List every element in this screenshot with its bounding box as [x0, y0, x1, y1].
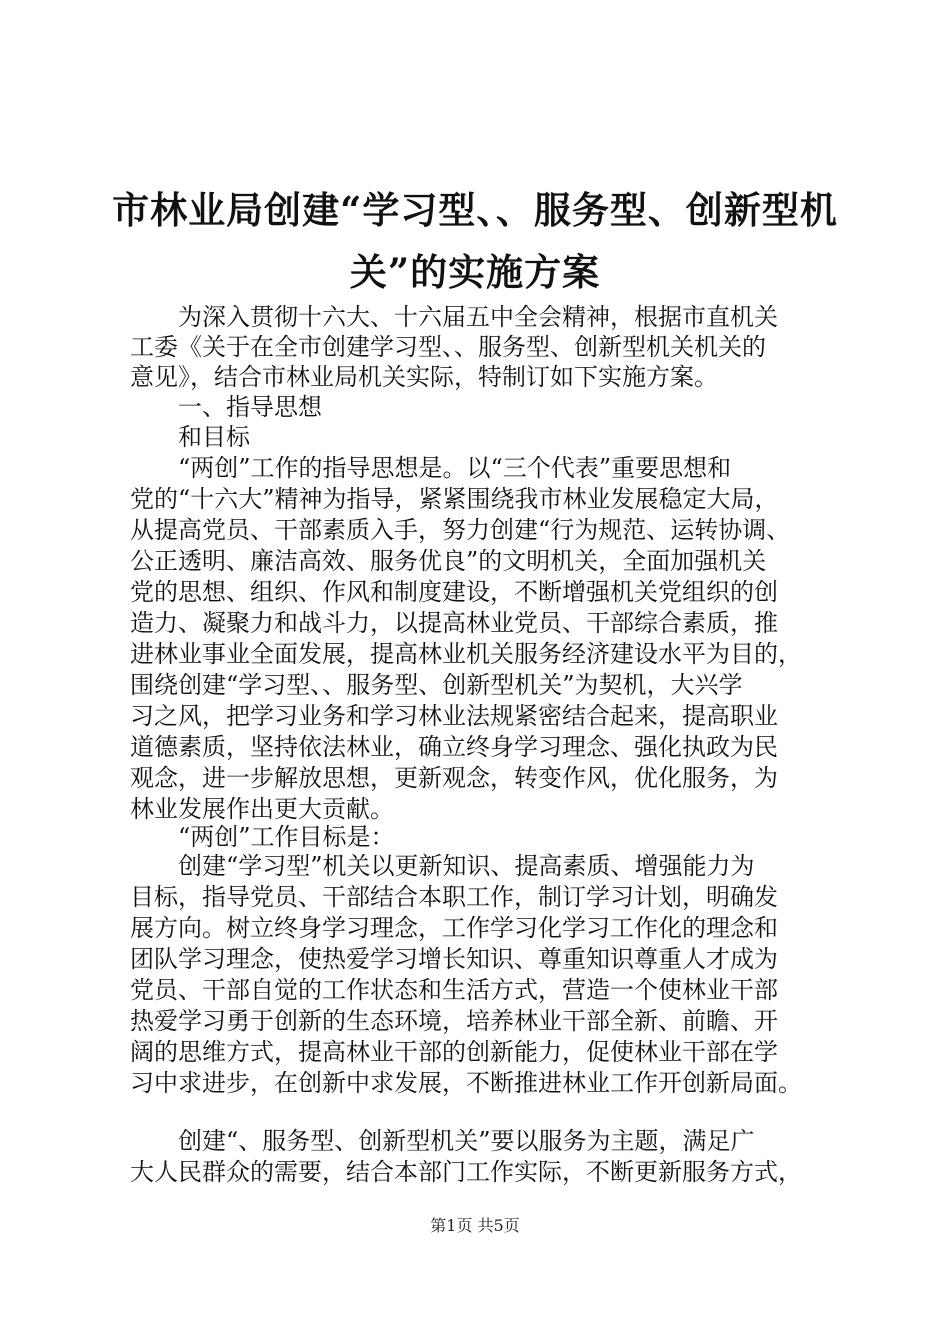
body-line: 围绕创建“学习型、、服务型、创新型机关”为契机，大兴学	[130, 671, 743, 699]
body-line: 阔的思维方式，提高林业干部的创新能力，促使林业干部在学	[130, 1038, 778, 1066]
body-line: 习中求进步，在创新中求发展，不断推进林业工作开创新局面。	[130, 1069, 802, 1097]
body-line: 道德素质，坚持依法林业，确立终身学习理念、强化执政为民	[130, 733, 778, 761]
document-title-line-1: 市林业局创建“学习型、、服务型、创新型机	[112, 188, 838, 232]
body-line: 创建“、服务型、创新型机关”要以服务为主题，满足广	[130, 1127, 755, 1155]
body-line: 展方向。树立终身学习理念，工作学习化学习工作化的理念和	[130, 914, 778, 942]
body-line: 习之风，把学习业务和学习林业法规紧密结合起来，提高职业	[130, 702, 778, 730]
body-line: 创建“学习型”机关以更新知识、提高素质、增强能力为	[130, 852, 755, 880]
body-line: 公正透明、廉洁高效、服务优良”的文明机关，全面加强机关	[130, 547, 767, 575]
body-line: 从提高党员、干部素质入手，努力创建“行为规范、运转协调、	[130, 516, 791, 544]
body-line: 热爱学习勇于创新的生态环境，培养林业干部全新、前瞻、开	[130, 1007, 778, 1035]
body-line: 和目标	[130, 423, 250, 451]
body-line: 一、指导思想	[130, 393, 322, 421]
body-line: 进林业事业全面发展，提高林业机关服务经济建设水平为目的，	[130, 640, 802, 668]
document-title-line-2: 关”的实施方案	[349, 250, 601, 294]
body-line: 大人民群众的需要，结合本部门工作实际，不断更新服务方式，	[130, 1158, 802, 1186]
body-line: “两创”工作的指导思想是。以“三个代表”重要思想和	[130, 454, 732, 482]
body-line: 林业发展作出更大贡献。	[130, 795, 394, 823]
body-line: 党的“十六大”精神为指导，紧紧围绕我市林业发展稳定大局，	[130, 485, 779, 513]
body-line: 造力、凝聚力和战斗力，以提高林业党员、干部综合素质，推	[130, 609, 778, 637]
body-line: 党员、干部自觉的工作状态和生活方式，营造一个使林业干部	[130, 976, 778, 1004]
body-line: 工委《关于在全市创建学习型、、服务型、创新型机关机关的	[130, 333, 766, 361]
body-line: 目标，指导党员、干部结合本职工作，制订学习计划，明确发	[130, 883, 778, 911]
body-line: 为深入贯彻十六大、十六届五中全会精神，根据市直机关	[130, 303, 778, 331]
body-line: 团队学习理念，使热爱学习增长知识、尊重知识尊重人才成为	[130, 945, 778, 973]
body-line: 意见》，结合市林业局机关实际，特制订如下实施方案。	[130, 363, 718, 391]
body-line: “两创”工作目标是：	[130, 823, 395, 851]
page-footer: 第1页 共5页	[430, 1216, 520, 1235]
body-line: 观念，进一步解放思想，更新观念，转变作风，优化服务，为	[130, 764, 778, 792]
body-line: 党的思想、组织、作风和制度建设，不断增强机关党组织的创	[130, 578, 778, 606]
